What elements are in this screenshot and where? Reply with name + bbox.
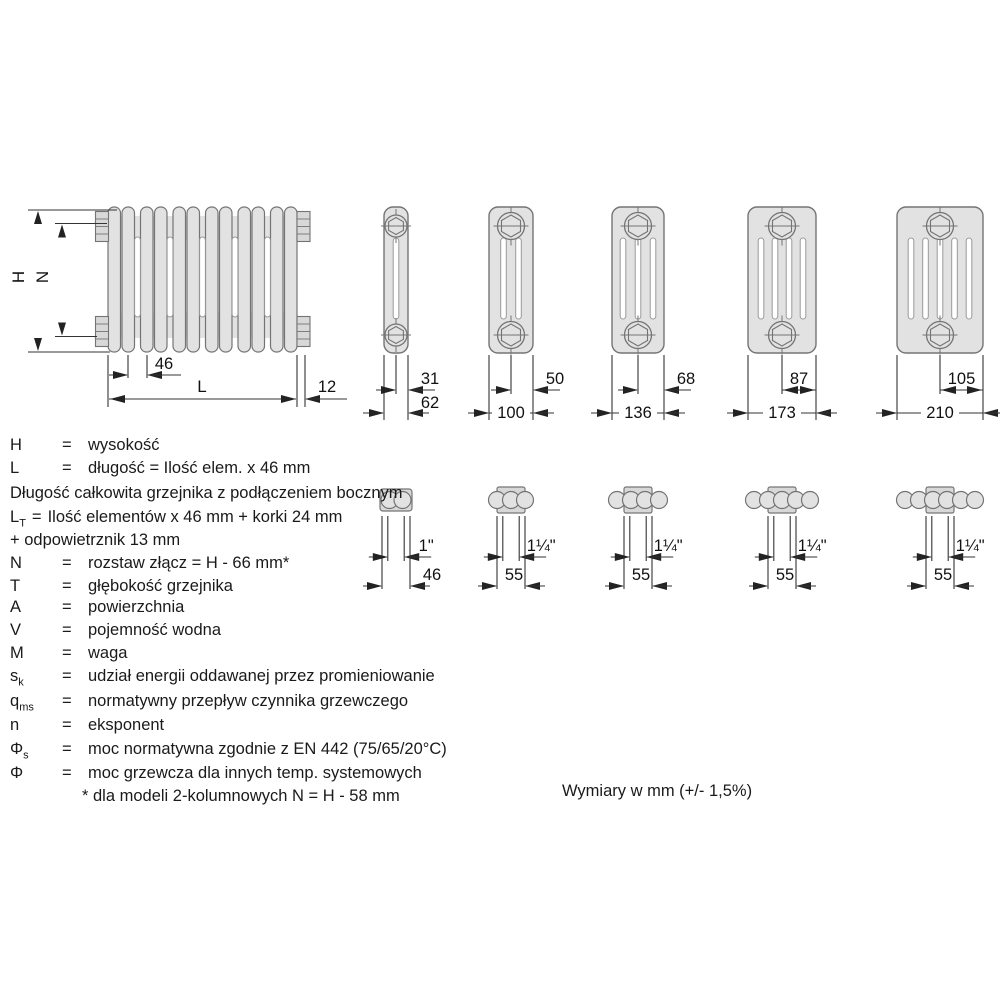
legend-row <box>10 598 184 618</box>
legend-symbol-subscript: k <box>18 676 24 689</box>
legend-text: * dla modeli 2-kolumnowych N = H - 58 mm <box>82 787 400 805</box>
legend-symbol <box>10 740 62 760</box>
length-dimensions <box>108 355 347 407</box>
dim-label: 55 <box>775 566 795 584</box>
cross-section-4col <box>591 207 695 423</box>
dim-label: 87 <box>789 370 809 388</box>
legend-symbol-base: A <box>10 598 22 616</box>
dim-label: L <box>197 377 207 396</box>
legend-text: wysokość <box>88 436 160 454</box>
legend-text: moc normatywna zgodnie z EN 442 (75/65/20°C) <box>88 740 447 758</box>
dim-label: 12 <box>317 378 337 396</box>
dim-label: 46 <box>154 355 174 373</box>
legend-row <box>10 716 164 736</box>
legend-symbol-subscript: T <box>19 517 26 530</box>
dim-label: 55 <box>504 566 524 584</box>
legend-symbol-base: Φ <box>10 764 24 782</box>
depth-dimensions <box>591 355 695 422</box>
legend-symbol-base: T <box>10 577 21 595</box>
legend-symbol <box>10 692 62 712</box>
legend-row <box>10 436 160 456</box>
legend-text: długość = Ilość elem. x 46 mm <box>88 459 311 477</box>
legend-symbol <box>10 436 62 456</box>
dimension-tolerance-note: Wymiary w mm (+/- 1,5%) <box>562 782 753 800</box>
depth-dimensions <box>876 355 1000 422</box>
depth-dimensions <box>468 355 564 422</box>
connection-dimensions <box>478 516 556 590</box>
legend-symbol <box>10 716 62 736</box>
dim-label: 1¼" <box>526 537 556 555</box>
legend-row <box>10 484 403 504</box>
legend-row <box>10 644 127 664</box>
legend-symbol <box>10 764 62 784</box>
legend-row <box>10 740 447 760</box>
corner-boss <box>96 317 109 347</box>
corner-boss <box>297 212 310 242</box>
legend-equals: = <box>62 692 72 710</box>
legend-equals: = <box>62 598 72 616</box>
dim-label: 31 <box>420 370 440 388</box>
dim-label: 1" <box>418 537 434 555</box>
cross-section-3col <box>468 207 564 423</box>
connection-dimensions <box>605 516 683 590</box>
legend-symbol-base: L <box>10 508 20 526</box>
legend-text: udział energii oddawanej przez promieniowanie <box>88 667 435 685</box>
connection-dimensions <box>907 516 985 590</box>
legend-symbol <box>10 667 62 687</box>
dim-label: 1¼" <box>653 537 683 555</box>
legend-text: moc grzewcza dla innych temp. systemowych <box>88 764 422 782</box>
connection-dimensions <box>749 516 827 590</box>
legend-symbol-base: q <box>10 692 20 710</box>
legend-equals: = <box>62 740 72 758</box>
legend-row <box>10 531 180 551</box>
legend-row <box>10 554 289 574</box>
dim-label: 68 <box>676 370 696 388</box>
legend-row <box>10 764 422 784</box>
legend-symbol <box>10 508 26 528</box>
legend-text: normatywny przepływ czynnika grzewczego <box>88 692 409 710</box>
dim-label: 50 <box>545 370 565 388</box>
top-view-5col <box>746 487 827 590</box>
legend-symbol-base: s <box>10 667 19 685</box>
legend-symbol-base: V <box>10 621 22 639</box>
legend-row <box>10 459 310 479</box>
dim-label: 62 <box>420 394 440 412</box>
legend-row <box>10 508 342 528</box>
connection-dimensions <box>363 516 441 590</box>
legend-symbol <box>10 459 62 479</box>
legend-equals: = <box>62 644 72 662</box>
legend-row <box>10 621 221 641</box>
dim-label: 1¼" <box>955 537 985 555</box>
legend-text: rozstaw złącz = H - 66 mm* <box>88 554 290 572</box>
depth-dimensions <box>727 355 837 422</box>
legend-equals: = <box>62 459 72 477</box>
corner-boss <box>96 212 109 242</box>
legend-symbol-base: H <box>10 436 22 454</box>
legend-equals: = <box>62 577 72 595</box>
cross-section-2col <box>363 207 439 420</box>
legend-symbol <box>10 598 62 618</box>
legend-equals: = <box>62 436 72 454</box>
legend-equals: = <box>31 508 42 526</box>
dim-label: 173 <box>768 404 796 422</box>
legend-text: eksponent <box>88 716 165 734</box>
dim-label: H <box>9 270 28 284</box>
legend-equals: = <box>62 621 72 639</box>
legend-equals: = <box>62 716 72 734</box>
legend-equals: = <box>62 667 72 685</box>
top-view-2col <box>363 489 441 590</box>
legend-symbol <box>10 577 62 597</box>
top-view-4col <box>605 487 683 590</box>
legend-text: + odpowietrznik 13 mm <box>10 531 181 549</box>
legend-text: pojemność wodna <box>88 621 221 639</box>
legend-symbol <box>10 554 62 574</box>
legend-equals: = <box>62 554 72 572</box>
legend-text: powierzchnia <box>88 598 185 616</box>
dim-label: 46 <box>422 566 442 584</box>
dim-label: N <box>33 270 52 284</box>
cross-section-6col <box>876 207 1000 423</box>
dim-label: 136 <box>624 404 652 422</box>
dim-label: 55 <box>933 566 953 584</box>
dim-label: 1¼" <box>797 537 827 555</box>
legend-symbol <box>10 644 62 664</box>
dim-label: 55 <box>631 566 651 584</box>
legend-row <box>10 692 408 712</box>
legend-text: głębokość grzejnika <box>88 577 233 595</box>
cross-section-5col <box>727 207 837 423</box>
legend-row <box>10 667 435 687</box>
legend-row <box>10 787 400 807</box>
legend-text: Ilość elementów x 46 mm + korki 24 mm <box>47 508 343 526</box>
corner-boss <box>297 317 310 347</box>
legend-row <box>10 577 233 597</box>
legend-symbol-subscript: ms <box>19 701 34 714</box>
legend-equals: = <box>62 764 72 782</box>
legend-symbol-base: M <box>10 644 24 662</box>
legend-symbol-base: N <box>10 554 22 572</box>
top-view-6col <box>897 487 985 590</box>
legend-symbol-subscript: s <box>23 749 29 762</box>
depth-dimensions <box>363 355 439 420</box>
legend-symbol <box>10 621 62 641</box>
legend-text: Długość całkowita grzejnika z podłączeniem bocznym <box>10 484 403 502</box>
legend-symbol-base: L <box>10 459 20 477</box>
dim-label: 105 <box>947 370 976 388</box>
top-view-3col <box>478 487 556 590</box>
legend-symbol-base: n <box>10 716 20 734</box>
dim-label: 210 <box>926 404 954 422</box>
legend-symbol-base: Φ <box>10 740 24 758</box>
dim-label: 100 <box>497 404 525 422</box>
front-view-radiator <box>9 207 347 407</box>
legend-text: waga <box>88 644 128 662</box>
